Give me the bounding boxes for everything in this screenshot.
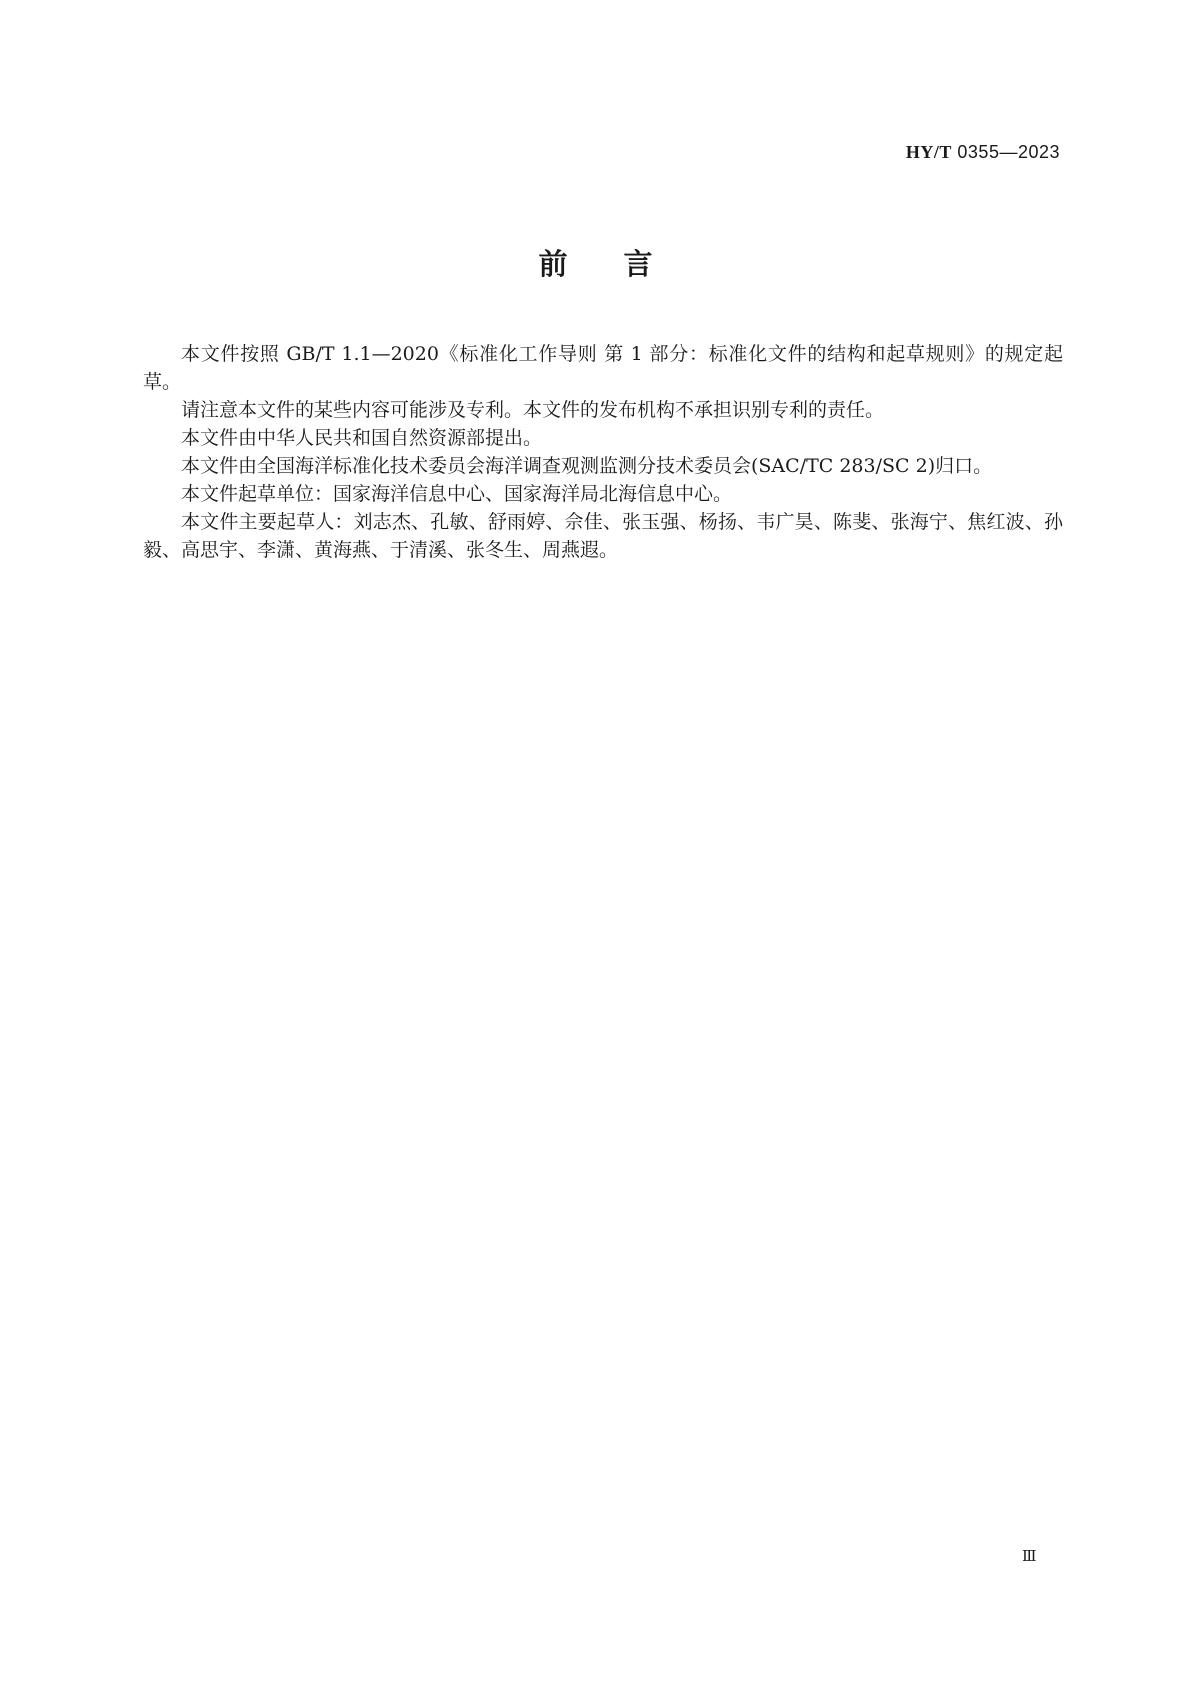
document-code bbox=[906, 141, 1060, 163]
paragraph-proposer: 本文件由中华人民共和国自然资源部提出。 bbox=[181, 427, 543, 449]
paragraph-patent-notice: 请注意本文件的某些内容可能涉及专利。本文件的发布机构不承担识别专利的责任。 bbox=[181, 399, 885, 421]
paragraph-drafting-rules: 本文件按照 GB/T 1.1—2020《标准化工作导则 第 1 部分：标准化文件的结构和起草规则》的规定起草。 bbox=[143, 343, 1063, 393]
page-number: Ⅲ bbox=[1022, 1549, 1037, 1565]
document-code-number: 0355—2023 bbox=[957, 142, 1060, 162]
paragraph-drafting-organizations: 本文件起草单位：国家海洋信息中心、国家海洋局北海信息中心。 bbox=[181, 483, 733, 505]
document-code-prefix: HY/T bbox=[905, 142, 952, 162]
paragraph-drafters: 本文件主要起草人：刘志杰、孔敏、舒雨婷、佘佳、张玉强、杨扬、韦广昊、陈斐、张海宁、焦红波、孙毅、高思宇、李潇、黄海燕、于清溪、张冬生、周燕遐。 bbox=[143, 511, 1063, 561]
page-title: 前言 bbox=[538, 247, 709, 281]
foreword-body bbox=[143, 340, 1063, 564]
paragraph-administrator: 本文件由全国海洋标准化技术委员会海洋调查观测监测分技术委员会(SAC/TC 283/SC 2)归口。 bbox=[181, 455, 993, 477]
